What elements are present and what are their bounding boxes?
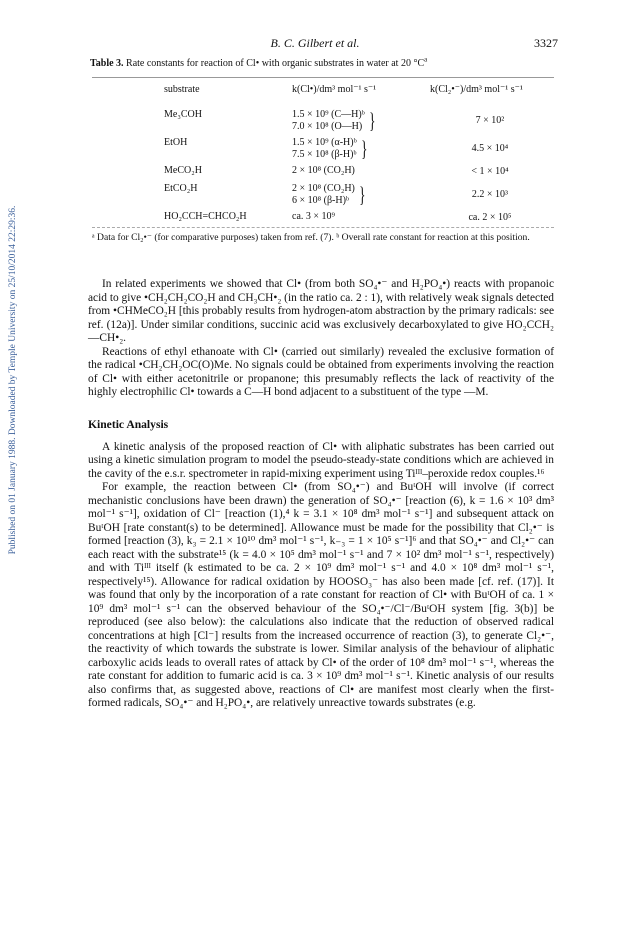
cell-k-cl — [288, 209, 426, 227]
table-caption-note-mark: a — [424, 55, 428, 64]
cell-k-cl-value: 2 × 10⁸ (CO₂H) — [292, 183, 355, 194]
kinetic-paragraphs — [88, 441, 554, 711]
cell-k-cl2: 4.5 × 10⁴ — [471, 143, 509, 154]
paragraph: Reactions of ethyl ethanoate with Cl• (carried out similarly) revealed the exclusive formation of the radical •CH₂CH₂OC(O)Me. No signals could be obtained from experiments involving the reaction of Cl• with either acetonitrile or propanone; this presumably reflects the lack of reactivity of the highly electrophilic Cl• towards a C—H bond adjacent to a substituent of the type —M. — [88, 345, 554, 398]
table-caption — [90, 55, 550, 69]
cell-substrate: HO₂CCH=CHCO₂H — [164, 211, 247, 222]
page-number: 3327 — [534, 36, 558, 50]
table-header-row — [92, 78, 554, 101]
cell-k-cl-value: 7.0 × 10⁸ (O—H) — [292, 121, 363, 132]
table-caption-text: Rate constants for reaction of Cl• with organic substrates in water at 20 °C — [126, 58, 425, 69]
cell-k-cl2: ca. 2 × 10⁵ — [468, 212, 512, 223]
table-body — [92, 101, 554, 227]
rate-constants-table — [92, 78, 554, 227]
paragraph: For example, the reaction between Cl• (from SO₄•⁻) and BuᵗOH will involve (if correct mechanistic conclusions have been drawn) the generation of SO₄•⁻ [reaction (6), k = 1.6 × 10³ dm³ mol⁻¹ s⁻¹], oxidation of Cl⁻ [reaction (1),⁴ k = 3.1 × 10⁸ dm³ mol⁻¹ s⁻¹] and subsequent attack on BuᵗOH [rate constant(s) to be determined]. Allowance must be made for the possibility that Cl₂•⁻ is formed [reaction (3), k₃ = 2.1 × 10¹⁰ dm³ mol⁻¹ s⁻¹, k₋₃ = 1 × 10⁵ s⁻¹]⁶ and that SO₄•⁻ and Cl₂•⁻ can each react with the substrate¹⁵ (k = 4.0 × 10⁵ dm³ mol⁻¹ s⁻¹ and 7 × 10² dm³ mol⁻¹ s⁻¹, respectively) and with Tiᴵᴵᴵ itself (k estimated to be ca. 2 × 10⁹ dm³ mol⁻¹ s⁻¹ and 4.0 × 10⁸ dm³ mol⁻¹ s⁻¹, respectively¹⁵). Allowance for radical oxidation by HOOSO₃⁻ has also been made [cf. ref. (17)]. It was found that only by the incorporation of a rate constant for reaction of Cl• with BuᵗOH of ca. 1 × 10⁹ dm³ mol⁻¹ s⁻¹ can the observed behaviour of the SO₄•⁻/Cl⁻/BuᵗOH system [fig. 3(b)] be reproduced (see also below): the calculations also indicate that the reduction of observed radical concentrations at high [Cl⁻] results from the increased occurrence of reaction (3), to generate Cl₂•⁻, the reactivity of which towards the substrate is lower. Similar analysis of the behaviour of aliphatic carboxylic acids leads to overall rates of attack by Cl• of the order of 10⁸ dm³ mol⁻¹ s⁻¹, whereas the rate constant for addition to fumaric acid is ca. 3 × 10⁹ dm³ mol⁻¹ s⁻¹. Kinetic analysis of our results also confirms that, as suggested above, reactions of Cl• are manifest most clearly when the first-formed radicals, SO₄•⁻ and H₂PO₄•, are relatively unreactive towards substrates (e.g. — [88, 481, 554, 709]
intro-paragraphs — [88, 278, 554, 400]
cell-k-cl — [288, 135, 426, 163]
cell-k-cl-value: ca. 3 × 10⁹ — [292, 211, 336, 222]
table-row — [92, 135, 554, 163]
table-row — [92, 101, 554, 135]
cell-k-cl — [288, 181, 426, 209]
cell-k-cl — [288, 163, 426, 181]
cell-k-cl-value: 2 × 10⁸ (CO₂H) — [292, 165, 355, 176]
cell-substrate: EtOH — [164, 137, 188, 148]
running-header-authors: B. C. Gilbert et al. — [270, 36, 360, 50]
col-header-k-cl: k(Cl•)/dm³ mol⁻¹ s⁻¹ — [292, 84, 377, 95]
paragraph: In related experiments we showed that Cl• (from both SO₄•⁻ and H₂PO₄•) reacts with propanoic acid to give •CH₂CH₂CO₂H and CH₃CH•₂ (in the ratio ca. 2 : 1), with relatively weak signals detected from •CHMeCO₂H [this probably results from hydrogen-atom abstraction by the primary radicals: see ref. (12a)]. Under similar conditions, succinic acid was exclusively decarboxylated to give HO₂CCH₂—CH•₂. — [88, 278, 555, 344]
brace: } — [359, 182, 366, 207]
cell-substrate: MeCO₂H — [164, 165, 202, 176]
paper-page — [80, 36, 558, 711]
table-row — [92, 163, 554, 181]
running-header — [80, 36, 558, 54]
cell-k-cl2: 2.2 × 10³ — [471, 189, 509, 200]
cell-substrate: EtCO₂H — [164, 183, 198, 194]
cell-k-cl-value: 7.5 × 10⁸ (β-H)ᵇ — [292, 149, 357, 160]
table-bottom-rule — [92, 227, 554, 228]
cell-k-cl2: 7 × 10² — [475, 115, 505, 126]
paragraph: A kinetic analysis of the proposed reaction of Cl• with aliphatic substrates has been carried out using a kinetic simulation program to model the pseudo-steady-state conditions which are achieved in the cavity of the e.s.r. spectrometer in rapid-mixing experiment using Tiᴵᴵᴵ–peroxide redox couples.¹⁶ — [88, 440, 554, 480]
cell-k-cl-value: 1.5 × 10⁹ (α-H)ᵇ — [292, 137, 357, 148]
table-row — [92, 181, 554, 209]
brace: } — [360, 136, 368, 161]
cell-k-cl-value: 1.5 × 10⁹ (C—H)ᵇ — [292, 109, 365, 120]
table-footnote: ᵃ Data for Cl₂•⁻ (for comparative purposes) taken from ref. (7). ᵇ Overall rate constant for reaction at this position. — [92, 232, 530, 243]
cell-k-cl2: < 1 × 10⁴ — [471, 166, 509, 177]
table-row — [92, 209, 554, 227]
section-heading-kinetic-analysis: Kinetic Analysis — [88, 417, 169, 431]
cell-k-cl — [288, 101, 426, 135]
table-label: Table 3. — [90, 58, 124, 69]
col-header-k-cl2: k(Cl₂•⁻)/dm³ mol⁻¹ s⁻¹ — [430, 84, 523, 95]
col-header-substrate: substrate — [164, 84, 200, 95]
download-watermark-text: Published on 01 January 1988. Downloaded by Temple University on 25/10/2014 22:29:36. — [8, 205, 18, 555]
download-watermark — [6, 160, 20, 600]
cell-substrate: Me₃COH — [164, 109, 202, 120]
cell-k-cl-value: 6 × 10⁸ (β-H)ᵇ — [292, 195, 350, 206]
brace: } — [368, 108, 376, 133]
